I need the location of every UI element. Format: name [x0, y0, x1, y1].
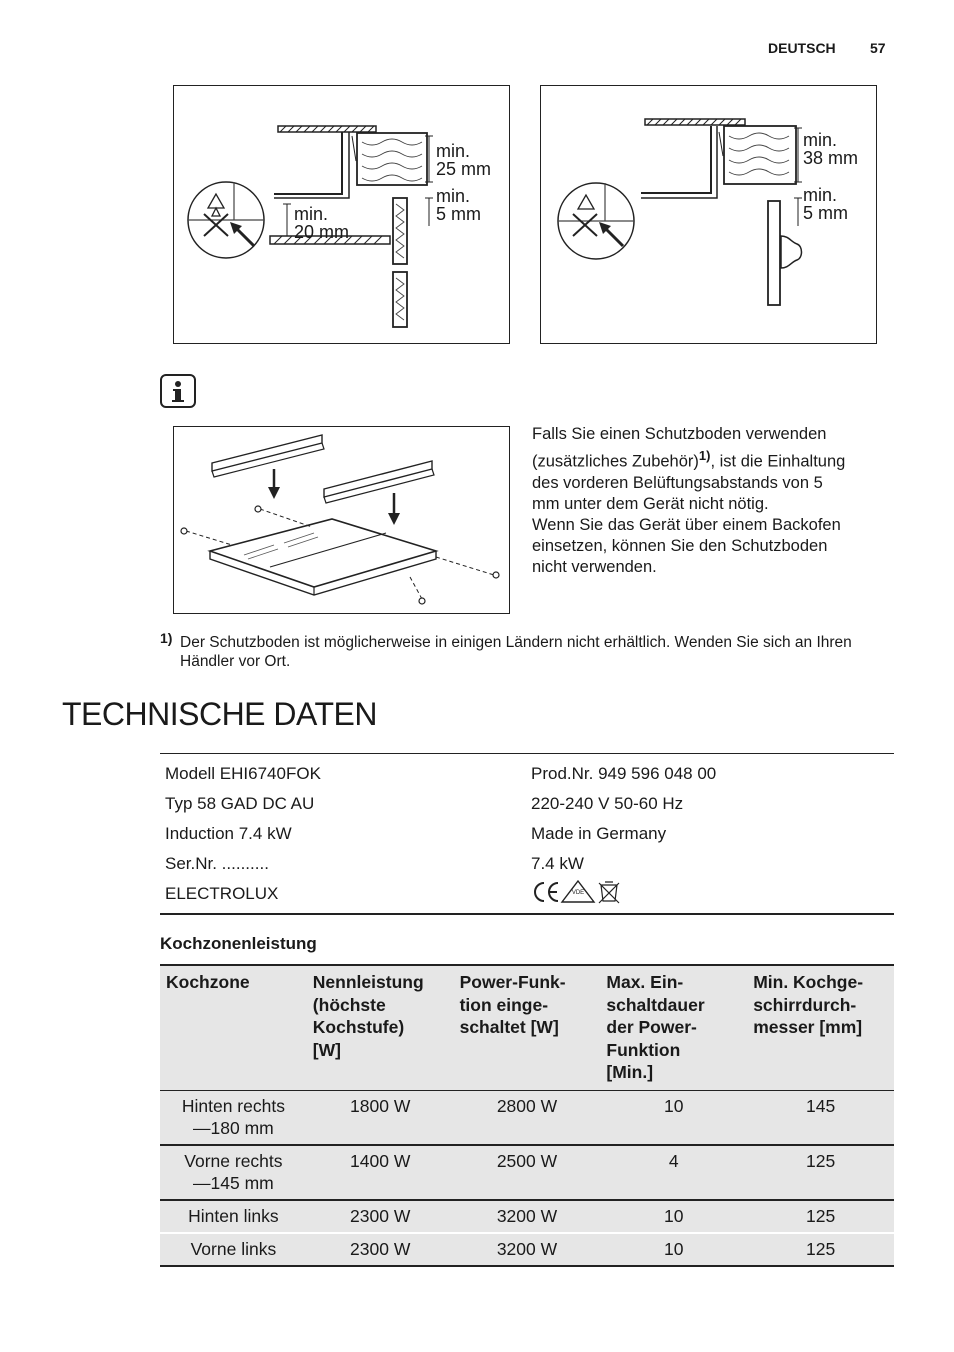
cell-max: 10	[600, 1233, 747, 1266]
cell-zone: Hinten rechts —180 mm	[160, 1090, 307, 1145]
cell-nominal: 2300 W	[307, 1233, 454, 1266]
dim-label-top: min. 25 mm	[436, 141, 492, 179]
spec-row	[160, 759, 894, 789]
cell-nominal: 1400 W	[307, 1145, 454, 1200]
table-row	[160, 1200, 894, 1233]
cell-zone: Vorne rechts —145 mm	[160, 1145, 307, 1200]
page-number: 57	[870, 40, 886, 56]
header-language: DEUTSCH	[768, 40, 836, 56]
protection-floor-text: Falls Sie einen Schutzboden verwenden (zusätzliches Zubehör)$^{1)}$, ist die Einhaltung des vorderen Belüftungsabstands von 5 mm unter dem Gerät nicht nötig. Wenn Sie das Gerät über einem Backofen einsetzen, können Sie den Schutzboden nicht verwenden.	[532, 425, 846, 576]
spec-row	[160, 879, 894, 909]
vde-mark: VDE	[571, 889, 585, 896]
cell-max: 10	[600, 1090, 747, 1145]
spec-left: Ser.Nr. ..........	[165, 854, 269, 873]
spec-left: Typ 58 GAD DC AU	[165, 794, 315, 813]
dim-label-side: min. 20 mm	[294, 204, 350, 242]
cell-zone: Hinten links	[160, 1200, 307, 1233]
installation-diagram-right	[540, 85, 877, 344]
dim-label-mid: min. 5 mm	[436, 186, 481, 224]
protection-floor-diagram	[173, 426, 510, 614]
cell-diameter: 125	[747, 1145, 894, 1200]
table-header-row	[160, 965, 894, 1090]
spec-left: Modell EHI6740FOK	[165, 764, 321, 783]
col-header-power: Power-Funk- tion einge- schaltet [W]	[454, 965, 601, 1090]
protection-floor-drawing	[174, 427, 509, 613]
table-row	[160, 1233, 894, 1266]
cooking-zones-title: Kochzonenleistung	[160, 934, 317, 953]
dim-label-top: min. 38 mm	[803, 130, 859, 168]
spec-left: Induction 7.4 kW	[165, 824, 292, 843]
table-row	[160, 1145, 894, 1200]
spec-row	[160, 789, 894, 819]
cell-max: 10	[600, 1200, 747, 1233]
dim-label-mid: min. 5 mm	[803, 185, 848, 223]
cell-nominal: 2300 W	[307, 1200, 454, 1233]
cell-nominal: 1800 W	[307, 1090, 454, 1145]
col-header-max-duration: Max. Ein- schaltdauer der Power- Funktion [Min.]	[600, 965, 747, 1090]
footnote-reference: 1)	[698, 448, 711, 463]
col-header-diameter: Min. Kochge- schirrdurch- messer [mm]	[747, 965, 894, 1090]
spec-right: 7.4 kW	[531, 854, 584, 873]
footnote-text: Der Schutzboden ist möglicherweise in einigen Ländern nicht erhältlich. Wenden Sie sich an Ihren Händler vor Ort.	[180, 634, 852, 670]
cell-max: 4	[600, 1145, 747, 1200]
footnote-mark: 1)	[160, 630, 173, 646]
installation-diagram-left	[173, 85, 510, 344]
spec-left: ELECTROLUX	[165, 884, 279, 903]
info-icon	[160, 374, 196, 408]
cell-power: 3200 W	[454, 1200, 601, 1233]
spec-right: Prod.Nr. 949 596 048 00	[531, 764, 717, 783]
spec-right: Made in Germany	[531, 824, 667, 843]
cell-power: 3200 W	[454, 1233, 601, 1266]
table-row	[160, 1090, 894, 1145]
cell-power: 2800 W	[454, 1090, 601, 1145]
cooking-zones-table	[160, 964, 894, 1267]
cell-diameter: 125	[747, 1200, 894, 1233]
col-header-zone: Kochzone	[160, 965, 307, 1090]
certification-logos	[531, 879, 623, 905]
spec-row	[160, 819, 894, 849]
cell-diameter: 125	[747, 1233, 894, 1266]
cell-zone: Vorne links	[160, 1233, 307, 1266]
spec-right: 220-240 V 50-60 Hz	[531, 794, 684, 813]
spec-table	[160, 753, 894, 915]
col-header-nominal: Nennleistung (höchste Kochstufe) [W]	[307, 965, 454, 1090]
spec-row	[160, 849, 894, 879]
section-title: TECHNISCHE DATEN	[62, 696, 377, 732]
cell-diameter: 145	[747, 1090, 894, 1145]
cell-power: 2500 W	[454, 1145, 601, 1200]
certification-marks	[531, 879, 894, 910]
